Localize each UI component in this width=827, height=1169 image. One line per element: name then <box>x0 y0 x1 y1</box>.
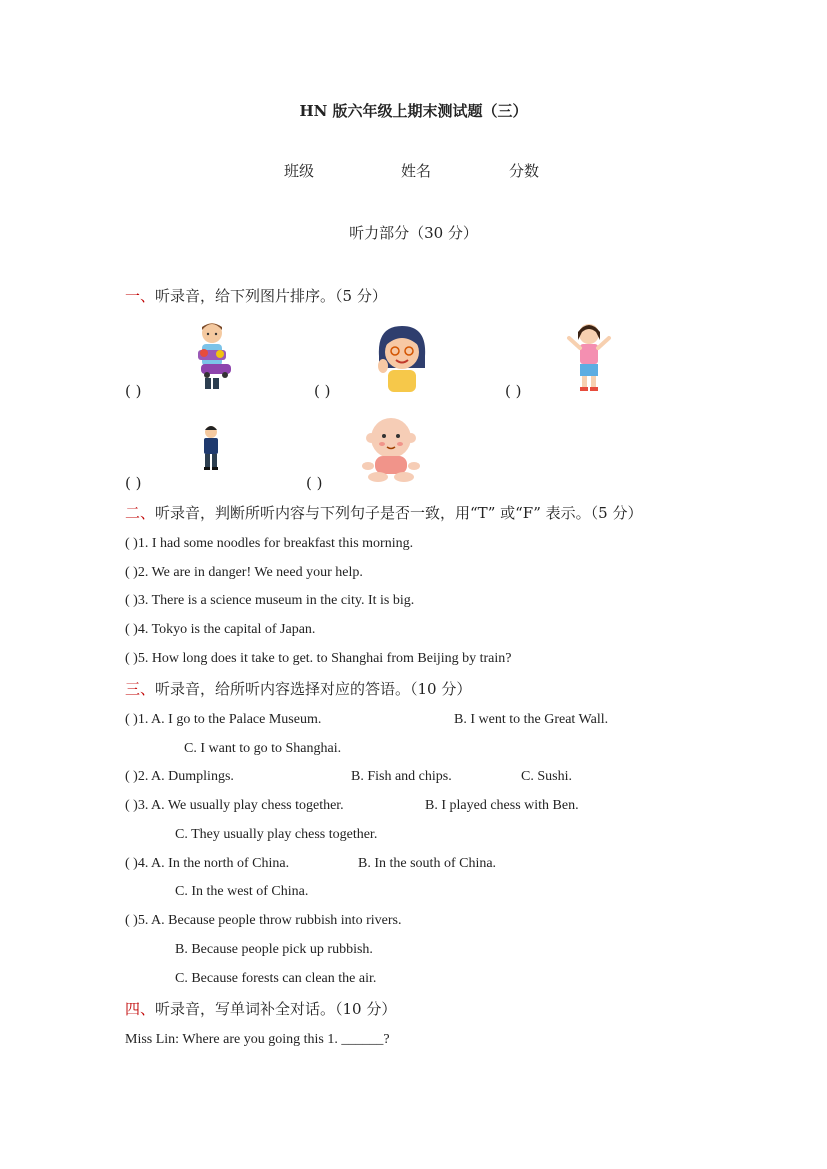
page-title: HN 版六年级上期末测试题（三） <box>299 102 528 120</box>
section-4-number: 四、 <box>125 1000 156 1018</box>
answer-blank[interactable]: ( ) <box>306 474 323 492</box>
answer-blank[interactable]: ( ) <box>125 474 142 492</box>
q2-option-c: C. Sushi. <box>521 769 572 784</box>
q1-option-c: C. I want to go to Shanghai. <box>184 741 342 756</box>
q2-option-a: ( )2. A. Dumplings. <box>125 769 234 784</box>
q1-option-a: ( )1. A. I go to the Palace Museum. <box>125 712 322 727</box>
section-1-heading <box>125 285 387 306</box>
q3-option-a: ( )3. A. We usually play chess together. <box>125 798 344 813</box>
section-4-heading <box>125 998 396 1019</box>
girl-standing-picture <box>566 322 612 392</box>
section-4-title: 听录音，写单词补全对话。（10 分） <box>155 1000 397 1018</box>
tf-item: ( )4. Tokyo is the capital of Japan. <box>125 622 316 637</box>
section-2-title: 听录音，判断所听内容与下列句子是否一致，用“T” 或“F” 表示。（5 分） <box>155 504 643 522</box>
name-label: 姓名 <box>401 162 432 180</box>
girl-waving-picture <box>373 324 431 392</box>
section-2-number: 二、 <box>125 504 156 522</box>
tf-item: ( )5. How long does it take to get. to Shanghai from Beijing by train? <box>125 651 512 666</box>
section-1-title: 听录音，给下列图片排序。（5 分） <box>155 287 387 305</box>
q3-option-b: B. I played chess with Ben. <box>425 798 579 813</box>
boy-with-toys-picture <box>193 320 235 392</box>
tf-item: ( )1. I had some noodles for breakfast this morning. <box>125 536 414 551</box>
q4-option-a: ( )4. A. In the north of China. <box>125 856 290 871</box>
boy-standing-picture <box>200 424 222 472</box>
q2-option-b: B. Fish and chips. <box>351 769 452 784</box>
q5-option-a: ( )5. A. Because people throw rubbish into rivers. <box>125 913 402 928</box>
section-3-heading <box>125 678 471 699</box>
section-3-number: 三、 <box>125 680 156 698</box>
tf-item: ( )3. There is a science museum in the city. It is big. <box>125 593 415 608</box>
baby-sitting-picture <box>356 414 426 484</box>
tf-item: ( )2. We are in danger! We need your help. <box>125 565 363 580</box>
answer-blank[interactable]: ( ) <box>505 382 522 400</box>
q3-option-c: C. They usually play chess together. <box>175 827 378 842</box>
section-3-title: 听录音，给所听内容选择对应的答语。（10 分） <box>155 680 472 698</box>
q4-option-b: B. In the south of China. <box>358 856 497 871</box>
q4-option-c: C. In the west of China. <box>175 884 309 899</box>
dialogue-line: Miss Lin: Where are you going this 1. ______? <box>125 1032 390 1047</box>
listening-part-heading: 听力部分（30 分） <box>349 224 478 242</box>
answer-blank[interactable]: ( ) <box>125 382 142 400</box>
q5-option-c: C. Because forests can clean the air. <box>175 971 377 986</box>
section-1-number: 一、 <box>125 287 156 305</box>
q1-option-b: B. I went to the Great Wall. <box>454 712 609 727</box>
class-label: 班级 <box>284 162 315 180</box>
answer-blank[interactable]: ( ) <box>314 382 331 400</box>
score-label: 分数 <box>509 162 540 180</box>
q5-option-b: B. Because people pick up rubbish. <box>175 942 373 957</box>
section-2-heading <box>125 502 642 523</box>
